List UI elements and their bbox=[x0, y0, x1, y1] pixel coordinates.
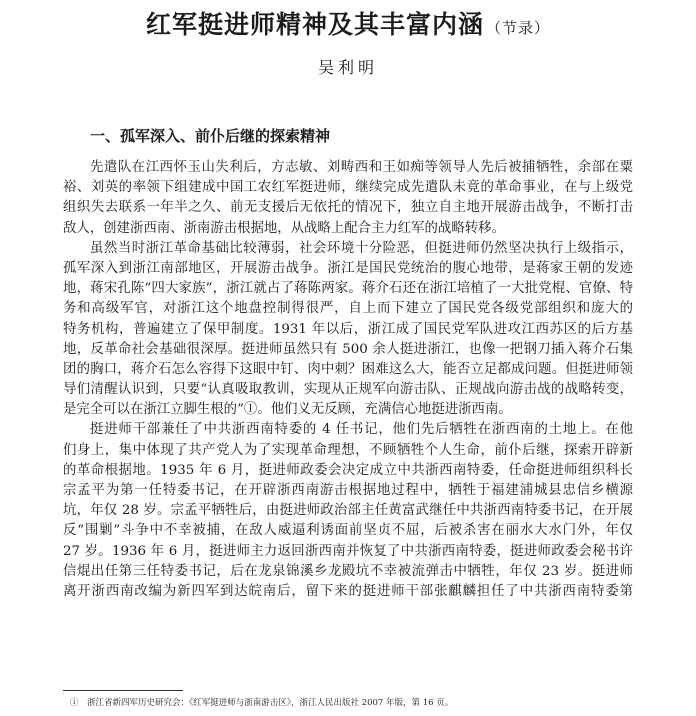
paragraph-1 bbox=[63, 158, 633, 239]
text-line: 导们清醒认识到，只要“认真吸取教训，实现从正规军向游击队、正规战向游击战的战略转变， bbox=[63, 382, 633, 398]
article-subtitle: （节录） bbox=[486, 19, 551, 37]
text-line: 地，蒋宋孔陈“四大家族”，浙江就占了蒋陈两家。蒋介石还在浙江培植了一大批党棍、官僚、特 bbox=[63, 281, 633, 297]
text-line: 组织失去联系一年半之久、前无支援后无依托的情况下，独立自主地开展游击战争，不断打击 bbox=[63, 200, 633, 216]
text-line: 裕、刘英的率领下组建成中国工农红军挺进师，继续完成先遣队未竟的革命事业，在与上级党 bbox=[63, 180, 633, 196]
text-line: 坑，年仅 28 岁。宗孟平牺牲后，由挺进师政治部主任黄富武继任中共浙西南特委书记，在开展 bbox=[63, 503, 633, 519]
text-line: 宗孟平为第一任特委书记，在开辟浙西南游击根据地过程中，牺牲于福建浦城县忠信乡横源 bbox=[63, 483, 633, 498]
text-line: 孤军深入到浙江南部地区，开展游击战争。浙江是国民党统治的腹心地带，是蒋家王朝的发迹 bbox=[63, 260, 633, 276]
text-line: 的革命根据地。1935 年 6 月，挺进师政委会决定成立中共浙西南特委，任命挺进师组织科长 bbox=[63, 462, 633, 478]
text-line: 地，反革命社会基础很深厚。挺进师虽然只有 500 余人挺进浙江，也像一把钢刀插入蒋介石集 bbox=[63, 341, 633, 357]
text-line: 特务机构，普遍建立了保甲制度。1931 年以后，浙江成了国民党军队进攻江西苏区的后方基 bbox=[63, 321, 633, 337]
article-body bbox=[63, 158, 633, 602]
text-line: 27 岁。1936 年 6 月，挺进师主力返回浙西南并恢复了中共浙西南特委，挺进师政委会秘书许 bbox=[63, 543, 633, 559]
text-line: 务和高级军官，对浙江这个地盘控制得很严，自上而下建立了国民党各级党部组织和庞大的 bbox=[63, 301, 633, 317]
text-line: 离开浙西南改编为新四军到达皖南后，留下来的挺进师干部张麒麟担任了中共浙西南特委第 bbox=[63, 583, 633, 599]
paragraph-2 bbox=[63, 239, 633, 421]
section-heading: 一、孤军深入、前仆后继的探索精神 bbox=[90, 127, 331, 145]
text-line: 信焜出任第三任特委书记，后在龙泉锦溪乡龙殿坑不幸被流弹击中牺牲，年仅 23 岁。挺进师 bbox=[63, 563, 633, 579]
text-line: 是完全可以在浙江立脚生根的”①。他们义无反顾，充满信心地挺进浙西南。 bbox=[63, 402, 512, 418]
article-title bbox=[0, 10, 696, 43]
footnote-divider bbox=[63, 690, 183, 691]
footnote: ① 浙江省新四军历史研究会：《红军挺进师与浙南游击区》，浙江人民出版社 2007 年版，第 16 页。 bbox=[70, 698, 454, 708]
text-line: 先遣队在江西怀玉山失利后，方志敏、刘畴西和王如痴等领导人先后被捕牺牲，余部在粟 bbox=[90, 160, 633, 175]
paragraph-3 bbox=[63, 420, 633, 602]
article-title-main: 红军挺进师精神及其丰富内涵 bbox=[145, 10, 484, 39]
text-line: 挺进师干部兼任了中共浙西南特委的 4 任书记，他们先后牺牲在浙西南的土地上。在他 bbox=[90, 422, 633, 438]
text-line: 敌人，创建浙西南、浙南游击根据地，从战略上配合主力红军的战略转移。 bbox=[63, 220, 505, 236]
text-line: 虽然当时浙江革命基础比较薄弱，社会环境十分险恶，但挺进师仍然坚决执行上级指示， bbox=[90, 240, 633, 256]
text-line: 反“围剿”斗争中不幸被捕，在敌人威逼利诱面前坚贞不屈，后被杀害在丽水大水门外，年仅 bbox=[63, 523, 633, 539]
article-author: 吴利明 bbox=[317, 58, 378, 77]
text-line: 们身上，集中体现了共产党人为了实现革命理想，不顾牺牲个人生命，前仆后继，探索开辟新 bbox=[63, 442, 633, 458]
text-line: 团的胸口，蒋介石怎么容得下这眼中钉、肉中刺？困难这么大，能否立足都成问题。但挺进师领 bbox=[63, 361, 633, 377]
